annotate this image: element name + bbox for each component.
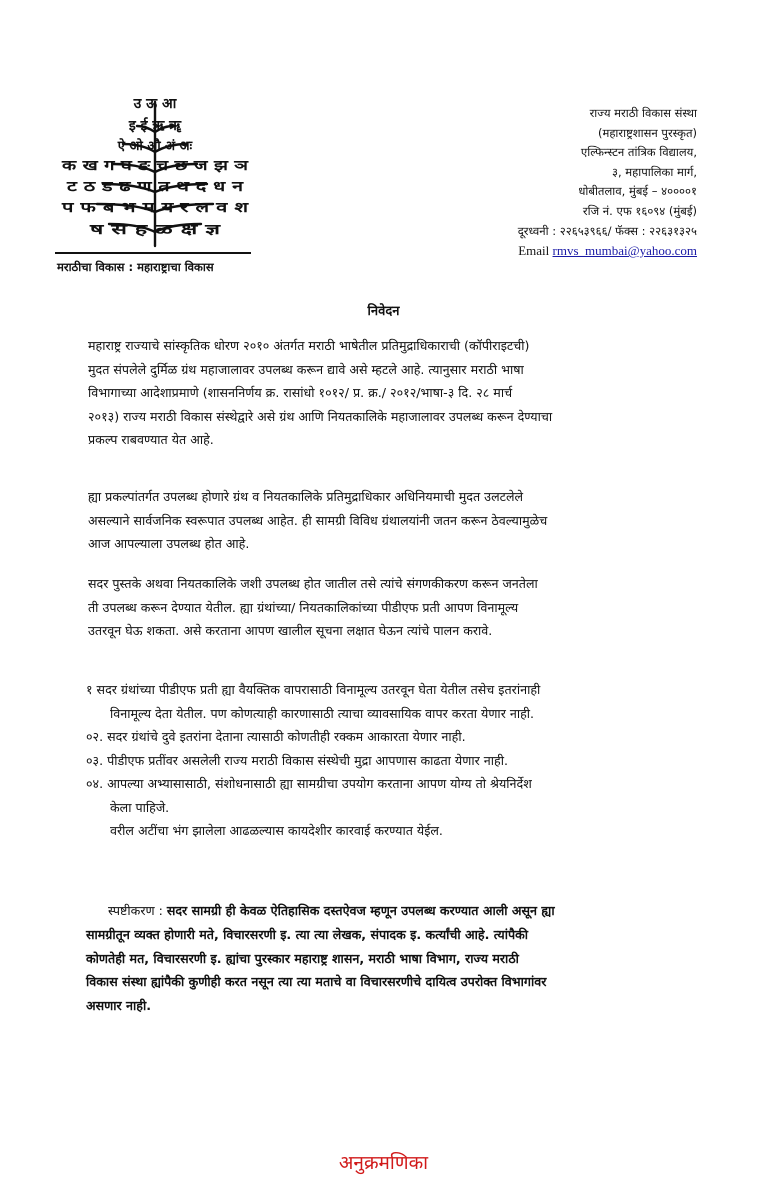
paragraph-line: उतरवून घेऊ शकता. असे करताना आपण खालील सूचना लक्षात घेऊन त्यांचे पालन करावे.: [88, 623, 493, 638]
address-line: राज्य मराठी विकास संस्था: [589, 106, 697, 120]
paragraph-1: [88, 334, 688, 452]
paragraph-2: [88, 485, 688, 556]
institute-logo: [55, 92, 255, 288]
institute-address: [437, 104, 697, 261]
paragraph-line: महाराष्ट्र राज्याचे सांस्कृतिक धोरण २०१० अंतर्गत मराठी भाषेतील प्रतिमुद्राधिकाराची (कॉपीराइटची): [88, 338, 530, 353]
conditions-list: [86, 678, 696, 843]
condition-3: ०३. पीडीएफ प्रतींवर असलेली राज्य मराठी विकास संस्थेची मुद्रा आपणास काढता येणार नाही.: [86, 752, 508, 768]
conditions-note: वरील अटींचा भंग झालेला आढळल्यास कायदेशीर कारवाई करण्यात येईल.: [110, 823, 443, 838]
address-line: एल्फिन्स्टन तांत्रिक विद्यालय,: [580, 145, 697, 160]
letter-tree-logo-icon: [57, 92, 253, 250]
paragraph-line: प्रकल्प राबवण्यात येत आहे.: [88, 432, 214, 447]
logo-row: क ख ग घ ङ च छ ज झ ञ: [60, 158, 249, 174]
logo-row: ट ठ ड ढ ण त थ द ध न: [65, 179, 245, 195]
paragraph-line: २०१३) राज्य मराठी विकास संस्थेद्वारे असे ग्रंथ आणि नियतकालिके महाजालावर उपलब्ध करून देण्याचा: [88, 408, 553, 424]
paragraph-line: आज आपल्याला उपलब्ध होत आहे.: [88, 536, 250, 551]
logo-caption: मराठीचा विकास : महाराष्ट्राचा विकास: [57, 260, 214, 274]
clarification-line: कोणतेही मत, विचारसरणी इ. ह्यांचा पुरस्कार महाराष्ट्र शासन, मराठी भाषा विभाग, राज्य मराठी: [86, 950, 519, 966]
paragraph-line: मुदत संपलेले दुर्मिळ ग्रंथ महाजालावर उपलब्ध करून द्यावे असे म्हटले आहे. त्यानुसार मराठी भाषा: [88, 361, 524, 377]
paragraph-line: सदर पुस्तके अथवा नियतकालिके जशी उपलब्ध होत जातील तसे त्यांचे संगणकीकरण करून जनतेला: [88, 576, 538, 591]
paragraph-line: ती उपलब्ध करून देण्यात येतील. ह्या ग्रंथांच्या/ नियतकालिकांच्या पीडीएफ प्रती आपण विनामूल्य: [88, 599, 519, 615]
email-link[interactable]: rmvs_mumbai@yahoo.com: [552, 243, 697, 259]
address-line: रजि नं. एफ १६०९४ (मुंबई): [582, 203, 697, 218]
address-line: ३, महापालिका मार्ग,: [612, 164, 697, 179]
condition-1: १ सदर ग्रंथांच्या पीडीएफ प्रती ह्या वैयक्तिक वापरासाठी विनामूल्य उतरवून घेता येतील तसेच इतरांनाही: [86, 682, 541, 697]
logo-row: ऐ ओ औ अं अः: [117, 139, 193, 154]
clarification-line: असणार नाही.: [86, 998, 152, 1014]
paragraph-line: विभागाच्या आदेशाप्रमाणे (शासननिर्णय क्र. रासांधो १०१२/ प्र. क्र./ २०१२/भाषा-३ दि. २८ मार्च: [88, 385, 513, 400]
address-line: धोबीतलाव, मुंबई – ४००००१: [578, 184, 697, 199]
phone-fax-line: दूरध्वनी : २२६५३९६६/ फॅक्स : २२६३१३२५: [517, 223, 697, 238]
logo-divider: [55, 252, 251, 254]
table-of-contents-link[interactable]: अनुक्रमणिका: [338, 1152, 429, 1174]
logo-row: ष स ह ळ क्ष ज्ञ: [88, 222, 222, 238]
clarification: [86, 899, 696, 1018]
condition-4-cont: केला पाहिजे.: [110, 799, 170, 815]
condition-4: ०४. आपल्या अभ्यासासाठी, संशोधनासाठी ह्या सामग्रीचा उपयोग करताना आपण योग्य तो श्रेयनिर्देश: [86, 776, 532, 791]
logo-row: उ ऊ आ: [133, 96, 177, 112]
clarification-text: सदर सामग्री ही केवळ ऐतिहासिक दस्तऐवज म्हणून उपलब्ध करण्यात आली असून ह्या: [166, 903, 555, 918]
page-title: निवेदन: [367, 304, 400, 319]
paragraph-line: असल्याने सार्वजनिक स्वरूपात उपलब्ध आहेत. ही सामग्री विविध ग्रंथालयांनी जतन करून ठेवल्यामुळेच: [88, 512, 548, 528]
clarification-line: [86, 899, 696, 923]
logo-row: प फ ब भ म य र ल व श: [60, 200, 249, 216]
email-label: Email: [518, 243, 550, 259]
logo-row: इ ई ऋ ॠ: [128, 118, 182, 134]
paragraph-line: ह्या प्रकल्पांतर्गत उपलब्ध होणारे ग्रंथ व नियतकालिके प्रतिमुद्राधिकार अधिनियमाची मुदत उलटलेले: [88, 489, 524, 504]
paragraph-3: [88, 572, 688, 643]
clarification-label: स्पष्टीकरण :: [108, 903, 167, 918]
clarification-line: सामग्रीतून व्यक्त होणारी मते, विचारसरणी इ. त्या त्या लेखक, संपादक इ. कर्त्यांची आहे. त्यांपैकी: [86, 926, 529, 942]
condition-1-cont: विनामूल्य देता येतील. पण कोणत्याही कारणासाठी त्याचा व्यावसायिक वापर करता येणार नाही.: [110, 705, 535, 721]
condition-2: ०२. सदर ग्रंथांचे दुवे इतरांना देताना त्यासाठी कोणतीही रक्कम आकारता येणार नाही.: [86, 729, 466, 744]
email-line: [437, 241, 697, 261]
clarification-line: विकास संस्था ह्यांपैकी कुणीही करत नसून त्या त्या मताचे वा विचारसरणीचे दायित्व उपरोक्त विभागांवर: [86, 974, 547, 990]
address-line: (महाराष्ट्रशासन पुरस्कृत): [597, 125, 697, 140]
